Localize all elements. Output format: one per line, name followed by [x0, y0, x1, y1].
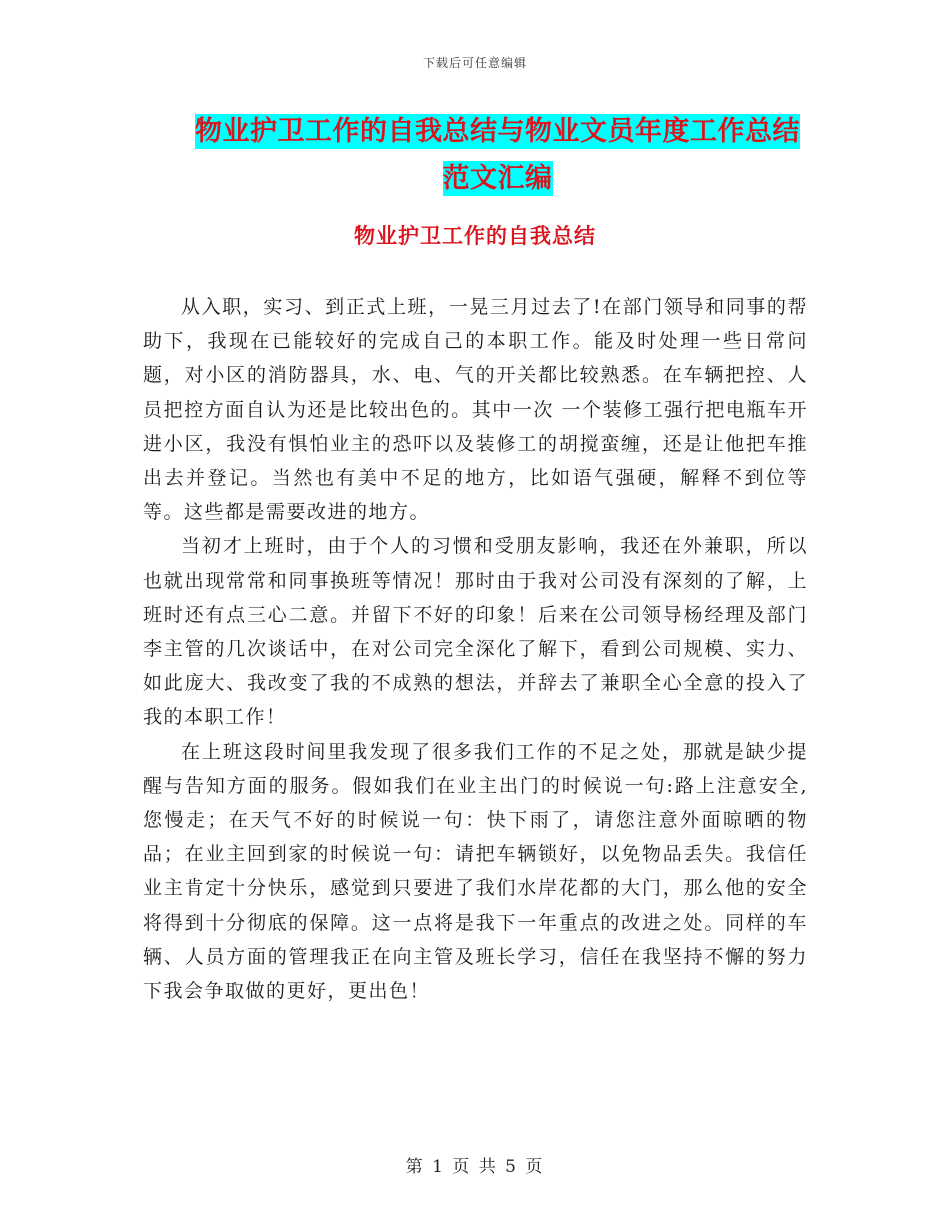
section-title: 物业护卫工作的自我总结 [354, 223, 596, 248]
document-body [143, 290, 808, 1008]
page-number: 第 1 页 共 5 页 [405, 1157, 545, 1177]
body-paragraph: 在上班这段时间里我发现了很多我们工作的不足之处，那就是缺少提醒与告知方面的服务。假如我们在业主出门的时候说一句:路上注意安全,您慢走；在天气不好的时候说一句：快下雨了，请您注意外面晾晒的物品；在业主回到家的时候说一句：请把车辆锁好，以免物品丢失。我信任业主肯定十分快乐，感觉到只要进了我们水岸花都的大门，那么他的安全将得到十分彻底的保障。这一点将是我下一年重点的改进之处。同样的车辆、人员方面的管理我正在向主管及班长学习，信任在我坚持不懈的努力下我会争取做的更好，更出色！ [143, 740, 808, 1003]
page-header-note: 下载后可任意编辑 [422, 56, 527, 70]
body-paragraph: 当初才上班时，由于个人的习惯和受朋友影响，我还在外兼职，所以也就出现常常和同事换班等情况！那时由于我对公司没有深刻的了解，上班时还有点三心二意。并留下不好的印象！后来在公司领导杨经理及部门李主管的几次谈话中，在对公司完全深化了解下，看到公司规模、实力、如此庞大、我改变了我的不成熟的想法，并辞去了兼职全心全意的投入了我的本职工作！ [143, 535, 808, 729]
document-title-text: 物业护卫工作的自我总结与物业文员年度工作总结范文汇编 [195, 116, 800, 194]
document-title [190, 108, 805, 202]
body-paragraph: 从入职，实习、到正式上班，一晃三月过去了!在部门领导和同事的帮助下，我现在已能较好的完成自己的本职工作。能及时处理一些日常问题，对小区的消防器具，水、电、气的开关都比较熟悉。在车辆把控、人员把控方面自认为还是比较出色的。其中一次 一个装修工强行把电瓶车开进小区，我没有惧怕业主的恐吓以及装修工的胡搅蛮缠，还是让他把车推出去并登记。当然也有美中不足的地方，比如语气强硬，解释不到位等等。这些都是需要改进的地方。 [143, 296, 808, 524]
